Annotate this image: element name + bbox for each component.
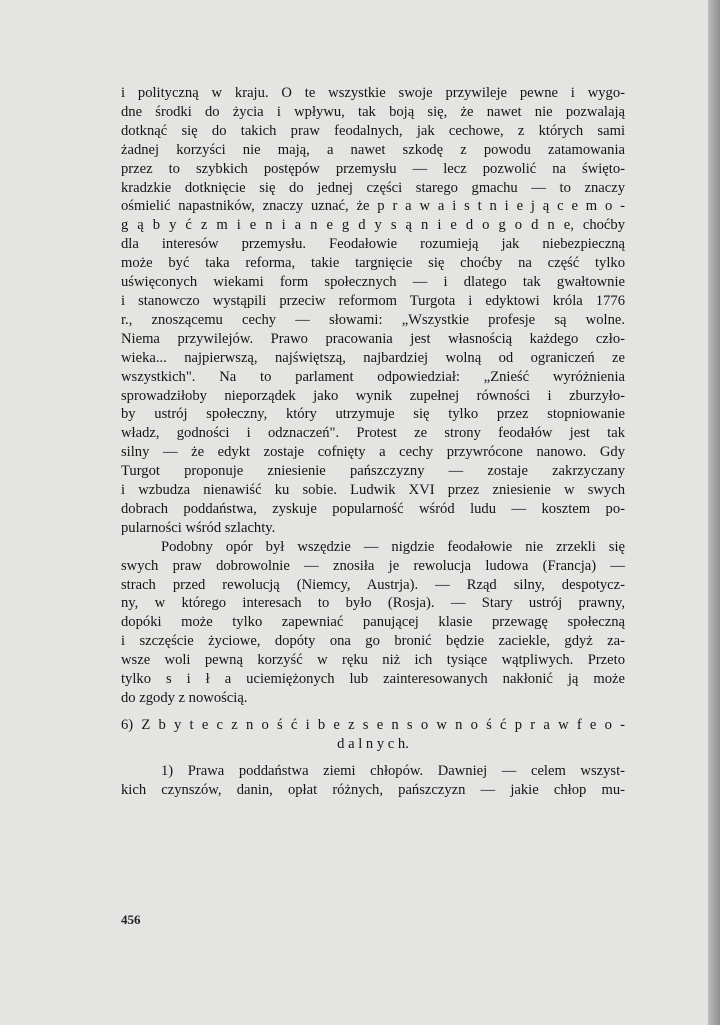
text-line: ośmielić napastników, znaczy uznać, że p r a w a i s t n i e j ą c e m o -: [121, 198, 625, 215]
text-line: tylko s i ł a uciemiężonych lub zainteresowanych nakłonić ją może: [121, 671, 625, 688]
text-line: dla interesów przemysłu. Feodałowie rozumieją jak niebezpieczną: [121, 236, 625, 253]
text-line: dotknąć się do takich praw feodalnych, jak cechowe, z których sami: [121, 122, 625, 139]
text-line: kich czynszów, danin, opłat różnych, pańszczyzn — jakie chłop mu-: [121, 781, 625, 798]
text-line: wieka... najpierwszą, najświętszą, najbardziej wolną od ograniczeń ze: [121, 349, 625, 366]
text-line: sprowadziłoby nieporządek jako wynik zupełnej równości i zburzyło-: [121, 387, 625, 404]
text-line: Niema przywilejów. Prawo pracowania jest własnością każdego czło-: [121, 330, 625, 347]
text-line: pularności wśród szlachty.: [121, 519, 276, 536]
text-line: władz, godności i odznaczeń". Protest ze strony feodałów jest tak: [121, 425, 625, 442]
text-line: ny, w którego interesach to było (Rosja). — Stary ustrój prawny,: [121, 595, 625, 612]
text-line: dobrach poddaństwa, zyskuje popularność wśród ludu — kosztem po-: [121, 500, 625, 517]
paragraph-start-line: 1) Prawa poddaństwa ziemi chłopów. Dawniej — celem wszyst-: [161, 762, 625, 779]
text-line: dne środki do życia i wpływu, tak boją się, że nawet nie pozwalają: [121, 103, 625, 120]
text-line: dopóki może tylko zapewniać panującej klasie przewagę społeczną: [121, 614, 625, 631]
text-line: r., znoszącemu cechy — słowami: „Wszystkie profesje są wolne.: [121, 311, 625, 328]
text-line: kradzkie dotknięcie się do jednej części starego gmachu — to znaczy: [121, 179, 625, 196]
text-line: by ustrój społeczny, który utrzymuje się tylko przez stopniowanie: [121, 406, 625, 423]
text-line: Turgot proponuje zniesienie pańszczyzny — zostaje zakrzyczany: [121, 463, 625, 480]
text-line: do zgody z nowością.: [121, 690, 248, 706]
section-heading: 6) Z b y t e c z n o ś ć i b e z s e n s o w n o ś ć p r a w f e o -: [121, 716, 625, 733]
page-edge-shadow: [708, 0, 720, 1025]
text-line: silny — że edykt zostaje cofnięty a cechy przywrócone nanowo. Gdy: [121, 444, 625, 461]
text-line: swych praw dobrowolnie — znosiła je rewolucja ludowa (Francja) —: [121, 557, 625, 574]
section-heading-continuation: d a l n y c h.: [337, 735, 409, 752]
text-line: może być taka reforma, takie targnięcie się choćby na część tylko: [121, 255, 625, 272]
text-line: przez to szybkich postępów przemysłu — lecz pozwolić na święto-: [121, 160, 625, 177]
text-line: wszystkich". Na to parlament odpowiedział: „Znieść wyróżnienia: [121, 368, 625, 385]
text-line: i polityczną w kraju. O te wszystkie swoje przywileje pewne i wygo-: [121, 85, 625, 101]
page-number: 456: [121, 912, 141, 927]
text-line: g ą b y ć z m i e n i a n e g d y s ą n i e d o g o d n e, choćby: [121, 217, 625, 234]
text-line: żadnej korzyści nie mają, a nawet szkodę z powodu zatamowania: [121, 141, 625, 158]
text-line: strach przed rewolucją (Niemcy, Austrja). — Rząd silny, despotycz-: [121, 576, 625, 593]
text-line: i wzbudza nienawiść ku sobie. Ludwik XVI przez zniesienie w swych: [121, 482, 625, 499]
text-line: wsze woli pewną korzyść w ręku niż ich tysiące wątpliwych. Przeto: [121, 652, 625, 669]
text-line: i szczęście życiowe, dopóty ona go bronić będzie zaciekle, gdyż za-: [121, 633, 625, 650]
paragraph-start-line: Podobny opór był wszędzie — nigdzie feodałowie nie zrzekli się: [161, 538, 625, 555]
page-text: [121, 84, 625, 800]
text-line: i stanowczo wystąpili przeciw reformom Turgota i edyktowi króla 1776: [121, 292, 625, 309]
text-line: uświęconych wiekami form społecznych — i dlatego tak gwałtownie: [121, 274, 625, 291]
